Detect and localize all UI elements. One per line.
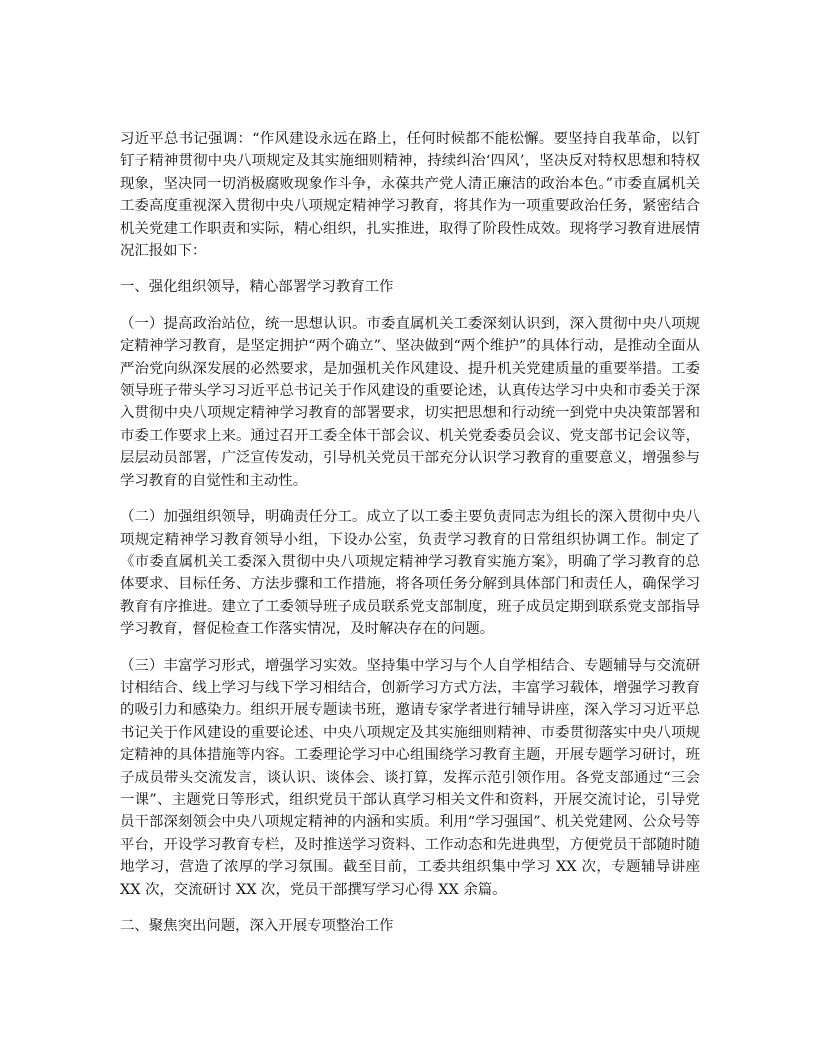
section-heading-2: 二、聚焦突出问题，深入开展专项整治工作 (120, 918, 394, 934)
document-body (120, 128, 700, 951)
subsection-paragraph-3: （三）丰富学习形式，增强学习实效。坚持集中学习与个人自学相结合、专题辅导与交流研讨相结合、线上学习与线下学习相结合，创新学习方式方法，丰富学习载体，增强学习教育的吸引力和感染力。组织开展专题读书班，邀请专家学者进行辅导讲座，深入学习习近平总书记关于作风建设的重要论述、中央八项规定及其实施细则精神、市委贯彻落实中央八项规定精神的具体措施等内容。工委理论学习中心组围绕学习教育主题，开展专题学习研讨，班子成员带头交流发言，谈认识、谈体会、谈打算，发挥示范引领作用。各党支部通过“三会一课”、主题党日等形式，组织党员干部认真学习相关文件和资料，开展交流讨论，引导党员干部深刻领会中央八项规定精神的内涵和实质。利用“学习强国”、机关党建网、公众号等平台，开设学习教育专栏，及时推送学习资料、工作动态和先进典型，方便党员干部随时随地学习，营造了浓厚的学习氛围。截至目前，工委共组织集中学习 XX 次，专题辅导讲座 XX 次，交流研讨 XX 次，党员干部撰写学习心得 XX 余篇。 (120, 657, 700, 898)
subsection-paragraph-1: （一）提高政治站位，统一思想认识。市委直属机关工委深刻认识到，深入贯彻中央八项规定精神学习教育，是坚定拥护“两个确立”、坚决做到“两个维护”的具体行动，是推动全面从严治党向纵深发展的必然要求，是加强机关作风建设、提升机关党建质量的重要举措。工委领导班子带头学习习近平总书记关于作风建设的重要论述，认真传达学习中央和市委关于深入贯彻中央八项规定精神学习教育的部署要求，切实把思想和行动统一到党中央决策部署和市委工作要求上来。通过召开工委全体干部会议、机关党委委员会议、党支部书记会议等，层层动员部署，广泛宣传发动，引导机关党员干部充分认识学习教育的重要意义，增强参与学习教育的自觉性和主动性。 (120, 315, 700, 489)
section-heading-1: 一、强化组织领导，精心部署学习教育工作 (120, 279, 394, 296)
subsection-paragraph-2: （二）加强组织领导，明确责任分工。成立了以工委主要负责同志为组长的深入贯彻中央八项规定精神学习教育领导小组，下设办公室，负责学习教育的日常组织协调工作。制定了《市委直属机关工委深入贯彻中央八项规定精神学习教育实施方案》，明确了学习教育的总体要求、目标任务、方法步骤和工作措施，将各项任务分解到具体部门和责任人，确保学习教育有序推进。建立了工委领导班子成员联系党支部制度，班子成员定期到联系党支部指导学习教育，督促检查工作落实情况，及时解决存在的问题。 (120, 509, 700, 638)
intro-paragraph: 习近平总书记强调：“作风建设永远在路上，任何时候都不能松懈。要坚持自我革命，以钉钉子精神贯彻中央八项规定及其实施细则精神，持续纠治‘四风’，坚决反对特权思想和特权现象，坚决同一切消极腐败现象作斗争，永葆共产党人清正廉洁的政治本色。”市委直属机关工委高度重视深入贯彻中央八项规定精神学习教育，将其作为一项重要政治任务，紧密结合机关党建工作职责和实际，精心组织，扎实推进，取得了阶段性成效。现将学习教育进展情况汇报如下： (120, 131, 700, 260)
